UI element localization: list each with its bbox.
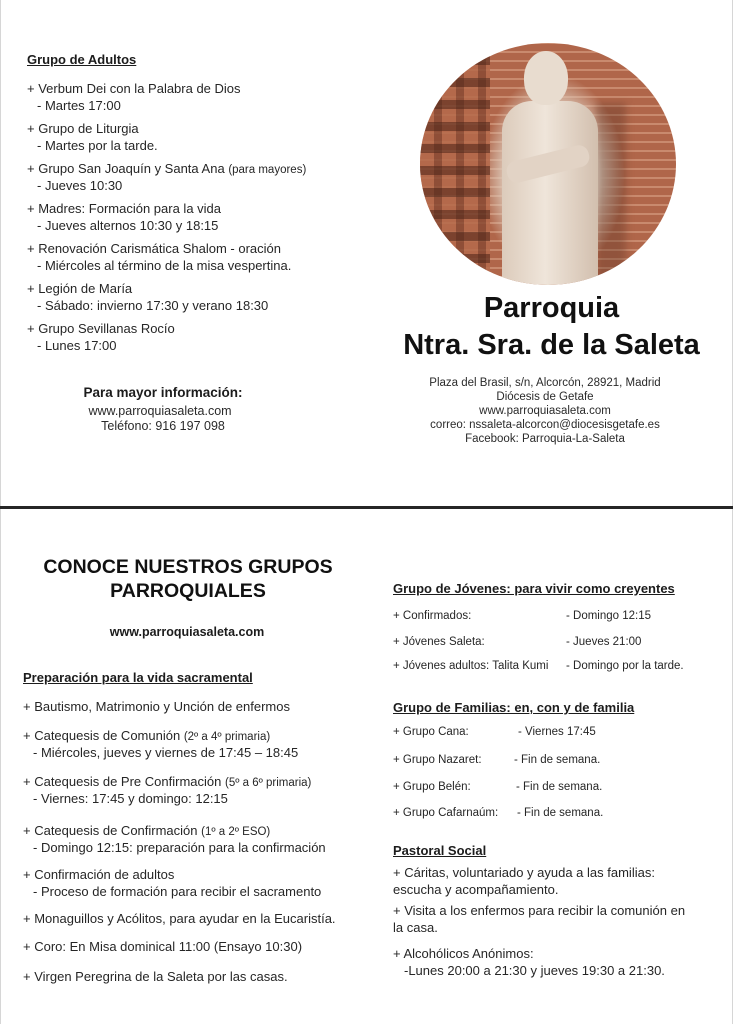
sacramental-item-detail: - Viernes: 17:45 y domingo: 12:15 [33,791,228,806]
sacramental-item-name: + Catequesis de Pre Confirmación [23,774,222,789]
sacramental-item-name: + Catequesis de Confirmación [23,823,198,838]
social-item-line: + Alcohólicos Anónimos: [393,946,534,961]
adults-title: Grupo de Adultos [27,52,137,67]
family-item-name: + Grupo Nazaret: [393,754,482,766]
parish-title-line1: Parroquia [483,292,620,324]
parish-title-line2: Ntra. Sra. de la Saleta [403,329,700,361]
adult-item-name: + Grupo Sevillanas Rocío [27,321,175,336]
family-item-when: - Fin de semana. [514,754,601,766]
family-item-when: - Viernes 17:45 [518,726,596,738]
family-item-name: + Grupo Belén: [393,781,471,793]
groups-title-line1: CONOCE NUESTROS GRUPOS [43,556,333,578]
family-item-when: - Fin de semana. [517,807,604,819]
youth-item-name: + Jóvenes adultos: Talita Kumi [393,660,549,672]
adult-item-detail: - Martes 17:00 [37,98,121,113]
brick-lattice [420,43,490,285]
adult-item-detail: - Jueves 10:30 [37,178,123,193]
sacramental-title: Preparación para la vida sacramental [23,670,253,685]
more-info-website-link[interactable]: www.parroquiasaleta.com [88,404,232,418]
sacramental-item-note: (2º a 4º primaria) [183,731,271,743]
adult-item-detail: - Martes por la tarde. [37,138,158,153]
more-info-title: Para mayor información: [83,385,243,400]
sacramental-item-name: + Confirmación de adultos [23,867,175,882]
social-title: Pastoral Social [393,843,487,858]
families-title: Grupo de Familias: en, con y de familia [393,700,635,715]
page-border-left [0,0,1,1024]
fold-divider [0,506,733,509]
adult-item-detail: - Miércoles al término de la misa vespertina. [37,258,292,273]
youth-item-when: - Jueves 21:00 [566,636,642,648]
social-item-line: escucha y acompañamiento. [393,882,559,897]
adult-item-name: + Grupo San Joaquín y Santa Ana [27,161,225,176]
youth-item-when: - Domingo 12:15 [566,610,652,622]
adult-item-detail: - Lunes 17:00 [37,338,117,353]
sacramental-item-name: + Catequesis de Comunión [23,728,181,743]
statue-shadow [596,103,626,285]
social-item-line: + Cáritas, voluntariado y ayuda a las familias: [393,865,655,880]
contact-website-link[interactable]: www.parroquiasaleta.com [479,405,611,417]
family-item-name: + Grupo Cafarnaúm: [393,807,499,819]
statue-photo-icon [420,43,676,285]
family-item-name: + Grupo Cana: [393,726,469,738]
youth-item-name: + Jóvenes Saleta: [393,636,485,648]
sacramental-item-detail: - Proceso de formación para recibir el sacramento [33,884,322,899]
family-item-when: - Fin de semana. [516,781,603,793]
adult-item-detail: - Jueves alternos 10:30 y 18:15 [37,218,219,233]
sacramental-item-note: (1º a 2º ESO) [201,826,271,838]
social-item-line: -Lunes 20:00 a 21:30 y jueves 19:30 a 21:30. [404,963,665,978]
sacramental-item-name: + Bautismo, Matrimonio y Unción de enfermos [23,699,290,714]
adult-item-name: + Renovación Carismática Shalom - oración [27,241,281,256]
social-item-line: + Visita a los enfermos para recibir la comunión en [393,903,686,918]
contact-facebook-link[interactable]: Facebook: Parroquia-La-Saleta [465,433,625,445]
contact-email-link[interactable]: correo: nssaleta-alcorcon@diocesisgetafe.es [430,419,660,431]
adult-item-note: (para mayores) [228,164,307,176]
youth-title: Grupo de Jóvenes: para vivir como creyentes [393,581,675,596]
statue-head [524,51,568,105]
adult-item-name: + Grupo de Liturgia [27,121,139,136]
sacramental-item-name: + Coro: En Misa dominical 11:00 (Ensayo 10:30) [23,939,303,954]
sacramental-item-detail: - Miércoles, jueves y viernes de 17:45 – 18:45 [33,745,299,760]
youth-item-when: - Domingo por la tarde. [566,660,684,672]
contact-address: Plaza del Brasil, s/n, Alcorcón, 28921, Madrid [429,377,661,389]
groups-website-link[interactable]: www.parroquiasaleta.com [109,625,265,639]
sacramental-item-note: (5º a 6º primaria) [224,777,312,789]
contact-diocese: Diócesis de Getafe [496,391,594,403]
sacramental-item-name: + Virgen Peregrina de la Saleta por las casas. [23,969,288,984]
social-item-line: la casa. [393,920,438,935]
adult-item-name: + Verbum Dei con la Palabra de Dios [27,81,241,96]
groups-title-line2: PARROQUIALES [110,580,266,602]
sacramental-item-detail: - Domingo 12:15: preparación para la confirmación [33,840,326,855]
youth-item-name: + Confirmados: [393,610,472,622]
sacramental-item-name: + Monaguillos y Acólitos, para ayudar en la Eucaristía. [23,911,336,926]
adult-item-name: + Legión de María [27,281,133,296]
adult-item-name: + Madres: Formación para la vida [27,201,222,216]
statue-body [502,101,598,285]
adult-item-detail: - Sábado: invierno 17:30 y verano 18:30 [37,298,269,313]
more-info-phone: Teléfono: 916 197 098 [101,419,225,433]
